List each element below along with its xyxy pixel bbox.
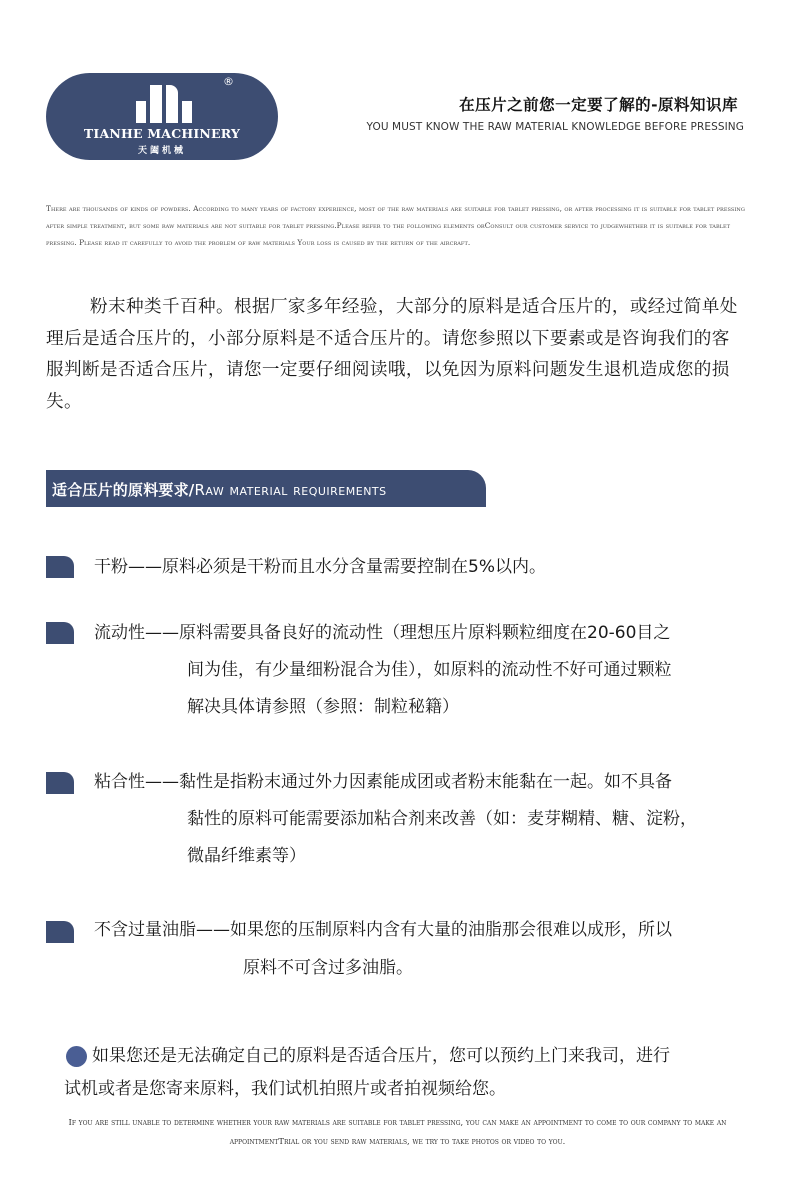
requirement-cohesion-line3: 微晶纤维素等） bbox=[187, 846, 306, 866]
requirement-flowability: 流动性——原料需要具备良好的流动性（理想压片原料颗粒细度在20-60目之 bbox=[94, 623, 671, 643]
closing-text-cn-line1: 如果您还是无法确定自己的原料是否适合压片，您可以预约上门来我司，进行 bbox=[92, 1046, 670, 1066]
page-subtitle: YOU MUST KNOW THE RAW MATERIAL KNOWLEDGE BEFORE PRESSING bbox=[366, 121, 744, 133]
requirement-no-excess-oil-line2: 原料不可含过多油脂。 bbox=[243, 958, 413, 978]
bullet-marker bbox=[46, 921, 74, 943]
intro-text-cn: 粉末种类千百种。根据厂家多年经验，大部分的原料是适合压片的，或经过简单处理后是适合压片的，小部分原料是不适合压片的。请您参照以下要素或是咨询我们的客服判断是否适合压片，请您一定要仔细阅读哦，以免因为原料问题发生退机造成您的损失。 bbox=[46, 297, 738, 412]
intro-text-en: There are thousands of kinds of powders. According to many years of factory experience, most of the raw materials are suitable for tablet pressing, or after processing it is suitable for tablet pressing after simple treatment, but some raw materials are not suitable for tablet pressing.Please refer to the following elements orConsult our customer service to judgewhether it is suitable for tablet pressing. Please read it carefully to avoid the problem of raw materials Your loss is caused by the return of the aircraft. bbox=[46, 204, 745, 247]
bullet-marker bbox=[46, 622, 74, 644]
page-title: 在压片之前您一定要了解的-原料知识库 bbox=[459, 96, 738, 114]
registered-mark: ® bbox=[223, 75, 234, 88]
requirement-flowability-line2: 间为佳，有少量细粉混合为佳），如原料的流动性不好可通过颗粒 bbox=[187, 660, 672, 680]
section-title bbox=[52, 479, 387, 500]
section-title-en: Raw material requirements bbox=[194, 481, 387, 499]
requirement-no-excess-oil: 不含过量油脂——如果您的压制原料内含有大量的油脂那会很难以成形，所以 bbox=[94, 920, 672, 940]
brand-name-cn: 天阖机械 bbox=[137, 146, 186, 156]
requirement-cohesion: 粘合性——黏性是指粉末通过外力因素能成团或者粉末能黏在一起。如不具备 bbox=[94, 772, 672, 792]
logo bbox=[46, 73, 278, 160]
circle-bullet-icon bbox=[66, 1046, 87, 1067]
closing-text-cn-line2: 试机或者是您寄来原料，我们试机拍照片或者拍视频给您。 bbox=[64, 1079, 506, 1099]
requirement-flowability-line3: 解决具体请参照（参照：制粒秘籍） bbox=[187, 697, 459, 717]
requirement-cohesion-line2: 黏性的原料可能需要添加粘合剂来改善（如：麦芽糊精、糖、淀粉， bbox=[187, 809, 697, 829]
section-header bbox=[46, 470, 486, 507]
requirement-dry-powder: 干粉——原料必须是干粉而且水分含量需要控制在5%以内。 bbox=[94, 557, 546, 577]
closing-text-en: If you are still unable to determine whether your raw materials are suitable for tablet pressing, you can make an appointment to come to our company to make an appointmentTrial or you send raw materials, we try to take photos or video to you. bbox=[68, 1117, 727, 1146]
bullet-marker bbox=[46, 772, 74, 794]
building-icon bbox=[136, 85, 194, 123]
brand-name-en: TIANHE MACHINERY bbox=[83, 126, 241, 141]
section-title-cn: 适合压片的原料要求/ bbox=[52, 481, 195, 499]
bullet-marker bbox=[46, 556, 74, 578]
